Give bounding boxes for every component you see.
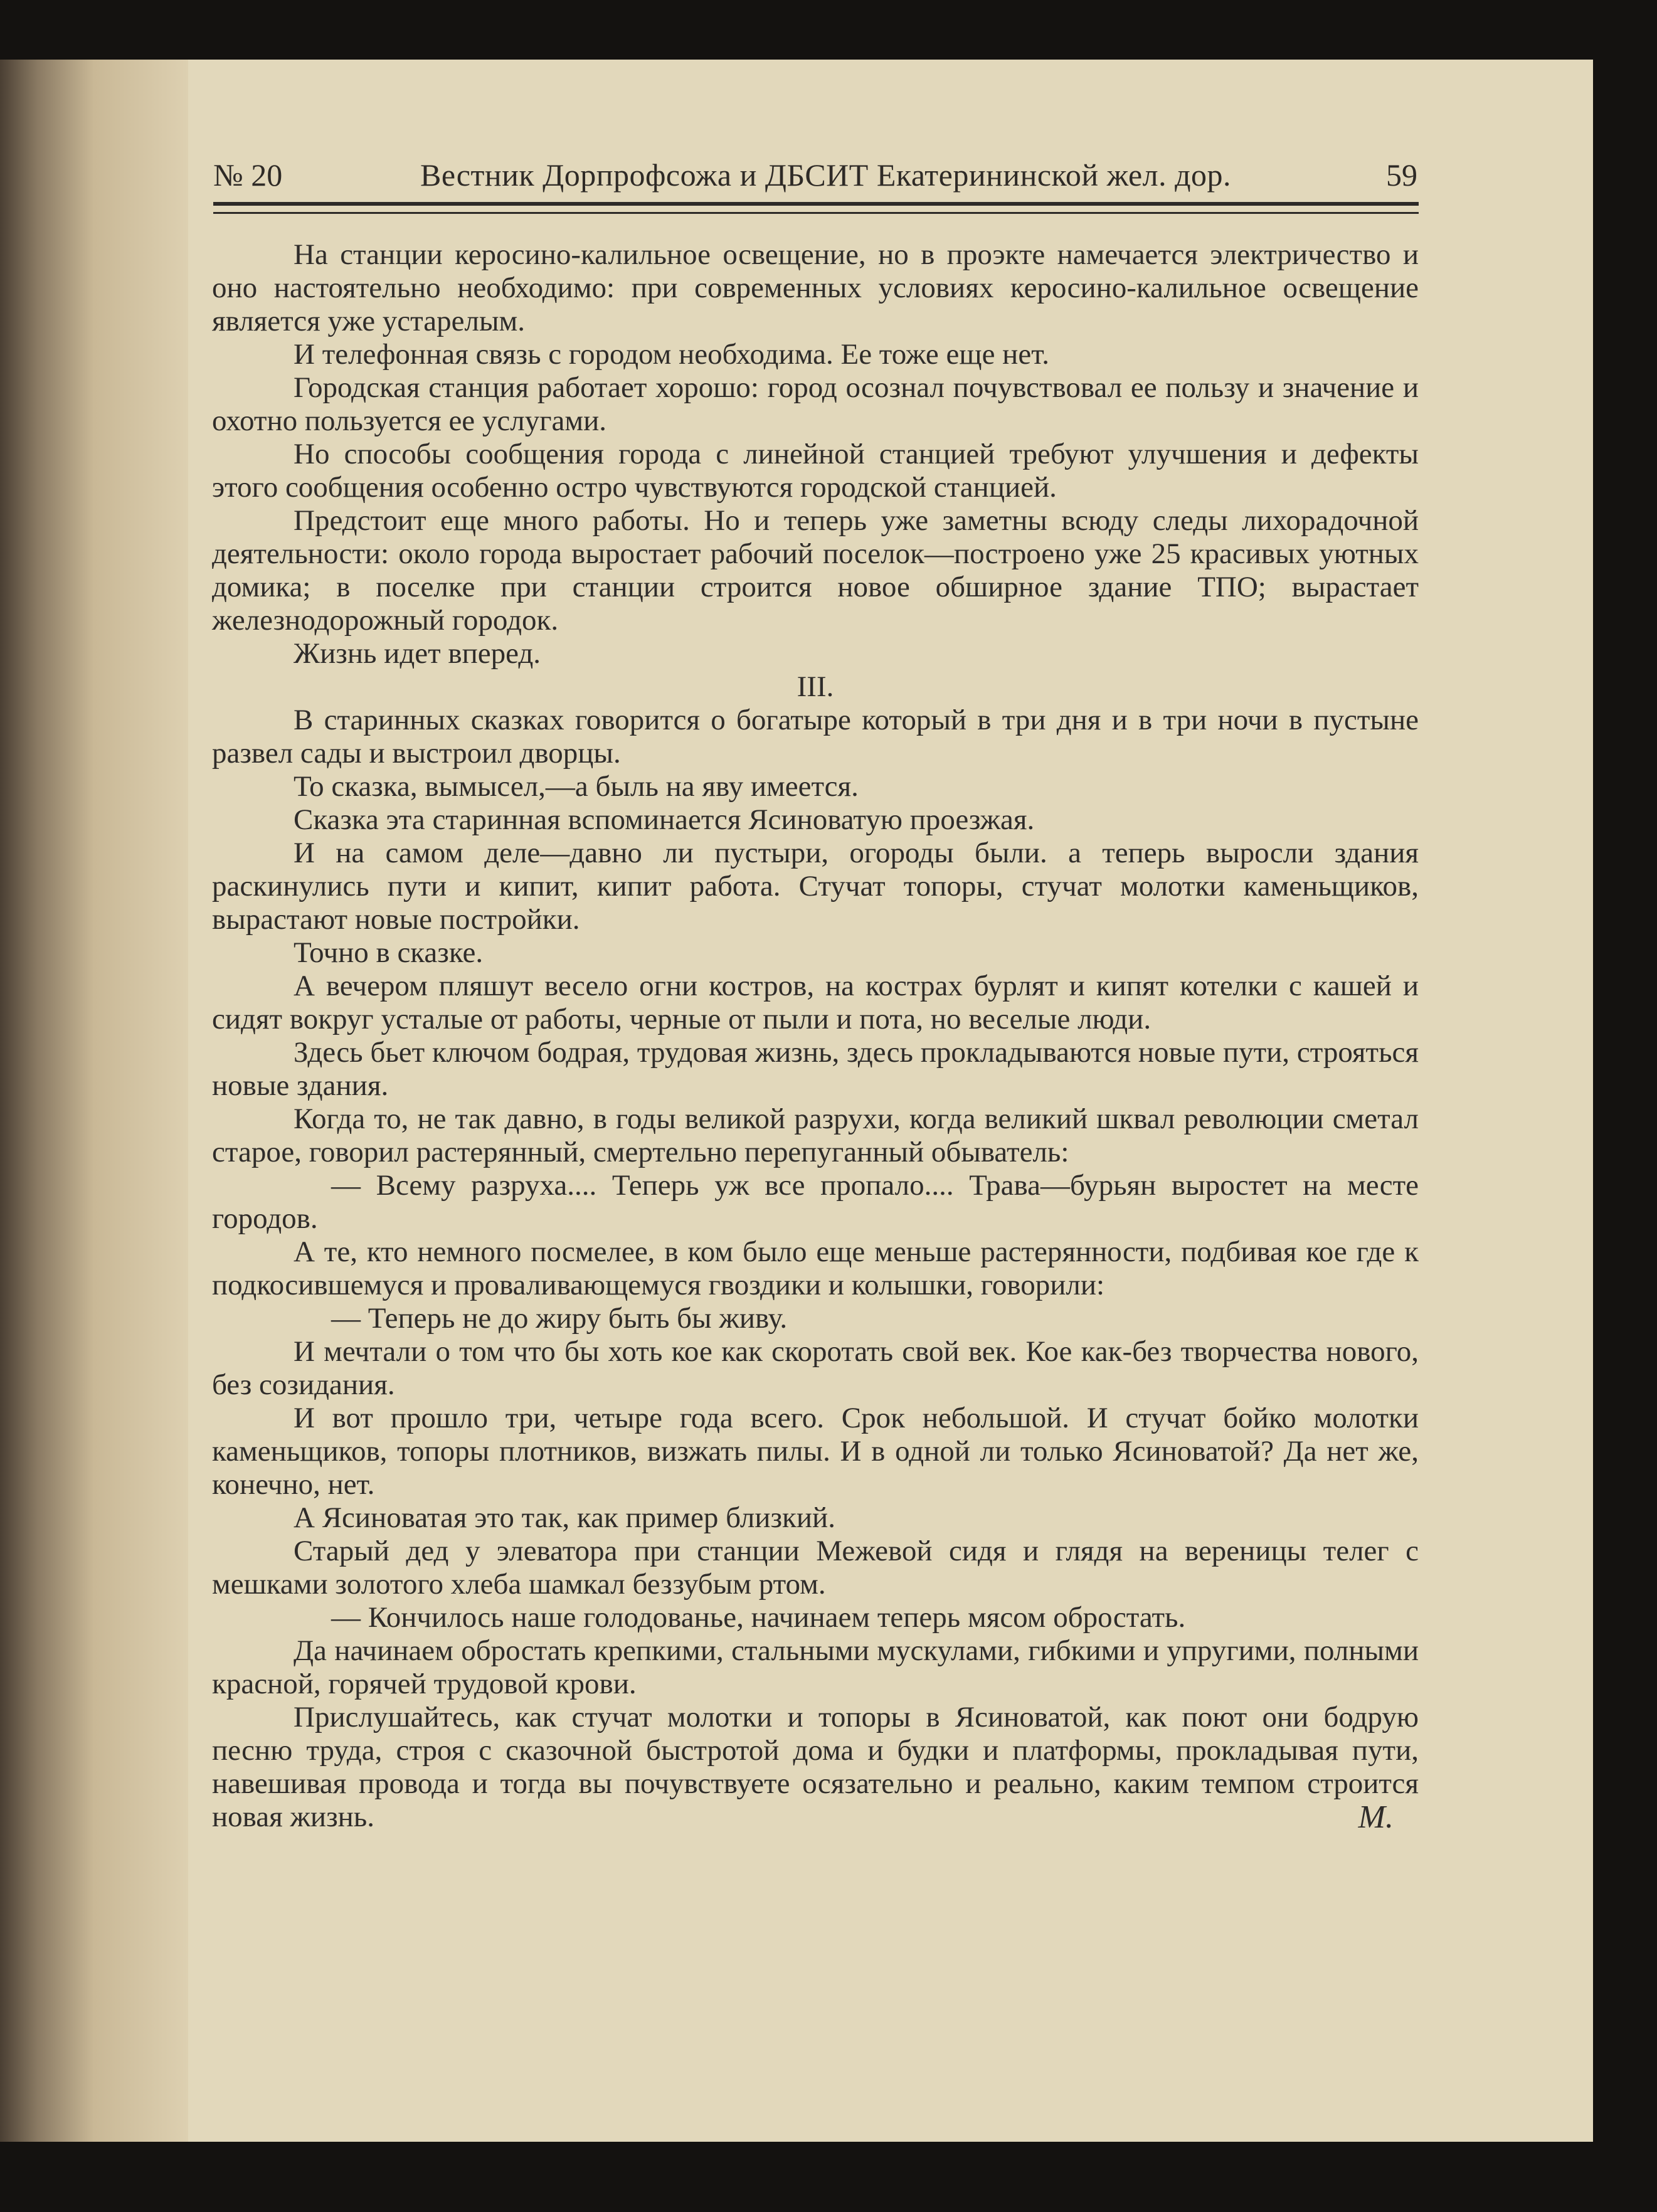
- page-number: 59: [1386, 157, 1417, 193]
- paragraph: И на самом деле—давно ли пустыри, огороды были. а теперь выросли здания раскинулись пути и кипит, кипит работа. Стучат топоры, стучат молотки каменьщиков, вырастают новые постройки.: [212, 837, 1419, 936]
- paragraph: Но способы сообщения города с линейной станцией требуют улучшения и дефекты этого сообщения особенно остро чувствуются городской станцией.: [212, 438, 1419, 504]
- dialogue-line: — Кончилось наше голодованье, начинаем теперь мясом обростать.: [331, 1601, 1186, 1634]
- issue-number: № 20: [213, 157, 283, 193]
- dialogue-line: — Всему разруха.... Теперь уж все пропало.... Трава—бурьян выростет на месте городов.: [212, 1169, 1419, 1235]
- paragraph: Когда то, не так давно, в годы великой разрухи, когда великий шквал революции сметал старое, говорил растерянный, смертельно перепуганный обыватель:: [212, 1103, 1419, 1168]
- paragraph: И телефонная связь с городом необходима. Ее тоже еще нет.: [294, 338, 1049, 371]
- paragraph: Точно в сказке.: [294, 936, 484, 969]
- paragraph: Здесь бьет ключом бодрая, трудовая жизнь, здесь прокладываются новые пути, строяться новые здания.: [212, 1036, 1419, 1102]
- paragraph: То сказка, вымысел,—а быль на яву имеется.: [294, 770, 859, 803]
- paragraph: На станции керосино-калильное освещение, но в проэкте намечается электричество и оно настоятельно необходимо: при современных условиях керосино-калильное освещение является уже устарелым.: [212, 238, 1419, 337]
- final-paragraph-text: Прислушайтесь, как стучат молотки и топоры в Ясиноватой, как поют они бодрую песню труда, строя с сказочной быстротой дома и будки и платформы, прокладывая пути, навешивая провода и тогда вы почувствуете осязательно и реально, каким темпом строится новая жизнь.: [212, 1701, 1419, 1833]
- paragraph: А те, кто немного посмелее, в ком было еще меньше растерянности, подбивая кое где к подкосившемуся и проваливающемуся гвоздики и колышки, говорили:: [212, 1236, 1419, 1301]
- author-signature: М.: [1358, 1799, 1394, 1835]
- paragraph: А вечером пляшут весело огни костров, на кострах бурлят и кипят котелки с кашей и сидят вокруг усталые от работы, черные от пыли и пота, но веселые люди.: [212, 970, 1419, 1035]
- paragraph: Да начинаем обростать крепкими, стальными мускулами, гибкими и упругими, полными красной, горячей трудовой крови.: [212, 1634, 1419, 1700]
- paragraph: Жизнь идет вперед.: [294, 637, 541, 670]
- running-head: [213, 157, 1417, 201]
- paragraph: И мечтали о том что бы хоть кое как скоротать свой век. Кое как-без творчества нового, без созидания.: [212, 1335, 1419, 1401]
- final-paragraph: [212, 1701, 1419, 1834]
- article-body: [212, 238, 1419, 1834]
- paragraph: А Ясиноватая это так, как пример близкий.: [294, 1501, 835, 1534]
- dialogue-line: — Теперь не до жиру быть бы живу.: [331, 1302, 788, 1335]
- header-rule: [213, 202, 1419, 214]
- paragraph: В старинных сказках говорится о богатыре который в три дня и в три ночи в пустыне развел сады и выстроил дворцы.: [212, 704, 1419, 770]
- journal-title: Вестник Дорпрофсожа и ДБСИТ Екатерининской жел. дор.: [420, 157, 1232, 193]
- paragraph: И вот прошло три, четыре года всего. Срок небольшой. И стучат бойко молотки каменьщиков, топоры плотников, визжать пилы. И в одной ли только Ясиноватой? Да нет же, конечно, нет.: [212, 1402, 1419, 1501]
- paragraph: Предстоит еще много работы. Но и теперь уже заметны всюду следы лихорадочной деятельности: около города выростает рабочий поселок—построено уже 25 красивых уютных домика; в поселке при станции строится новое обширное здание ТПО; вырастает железнодорожный городок.: [212, 504, 1419, 637]
- paragraph: Сказка эта старинная вспоминается Ясиноватую проезжая.: [294, 803, 1035, 836]
- section-heading: III.: [797, 670, 834, 703]
- paragraph: Старый дед у элеватора при станции Межевой сидя и глядя на вереницы телег с мешками золотого хлеба шамкал беззубым ртом.: [212, 1535, 1419, 1601]
- paragraph: Городская станция работает хорошо: город осознал почувствовал ее пользу и значение и охотно пользуется ее услугами.: [212, 371, 1419, 437]
